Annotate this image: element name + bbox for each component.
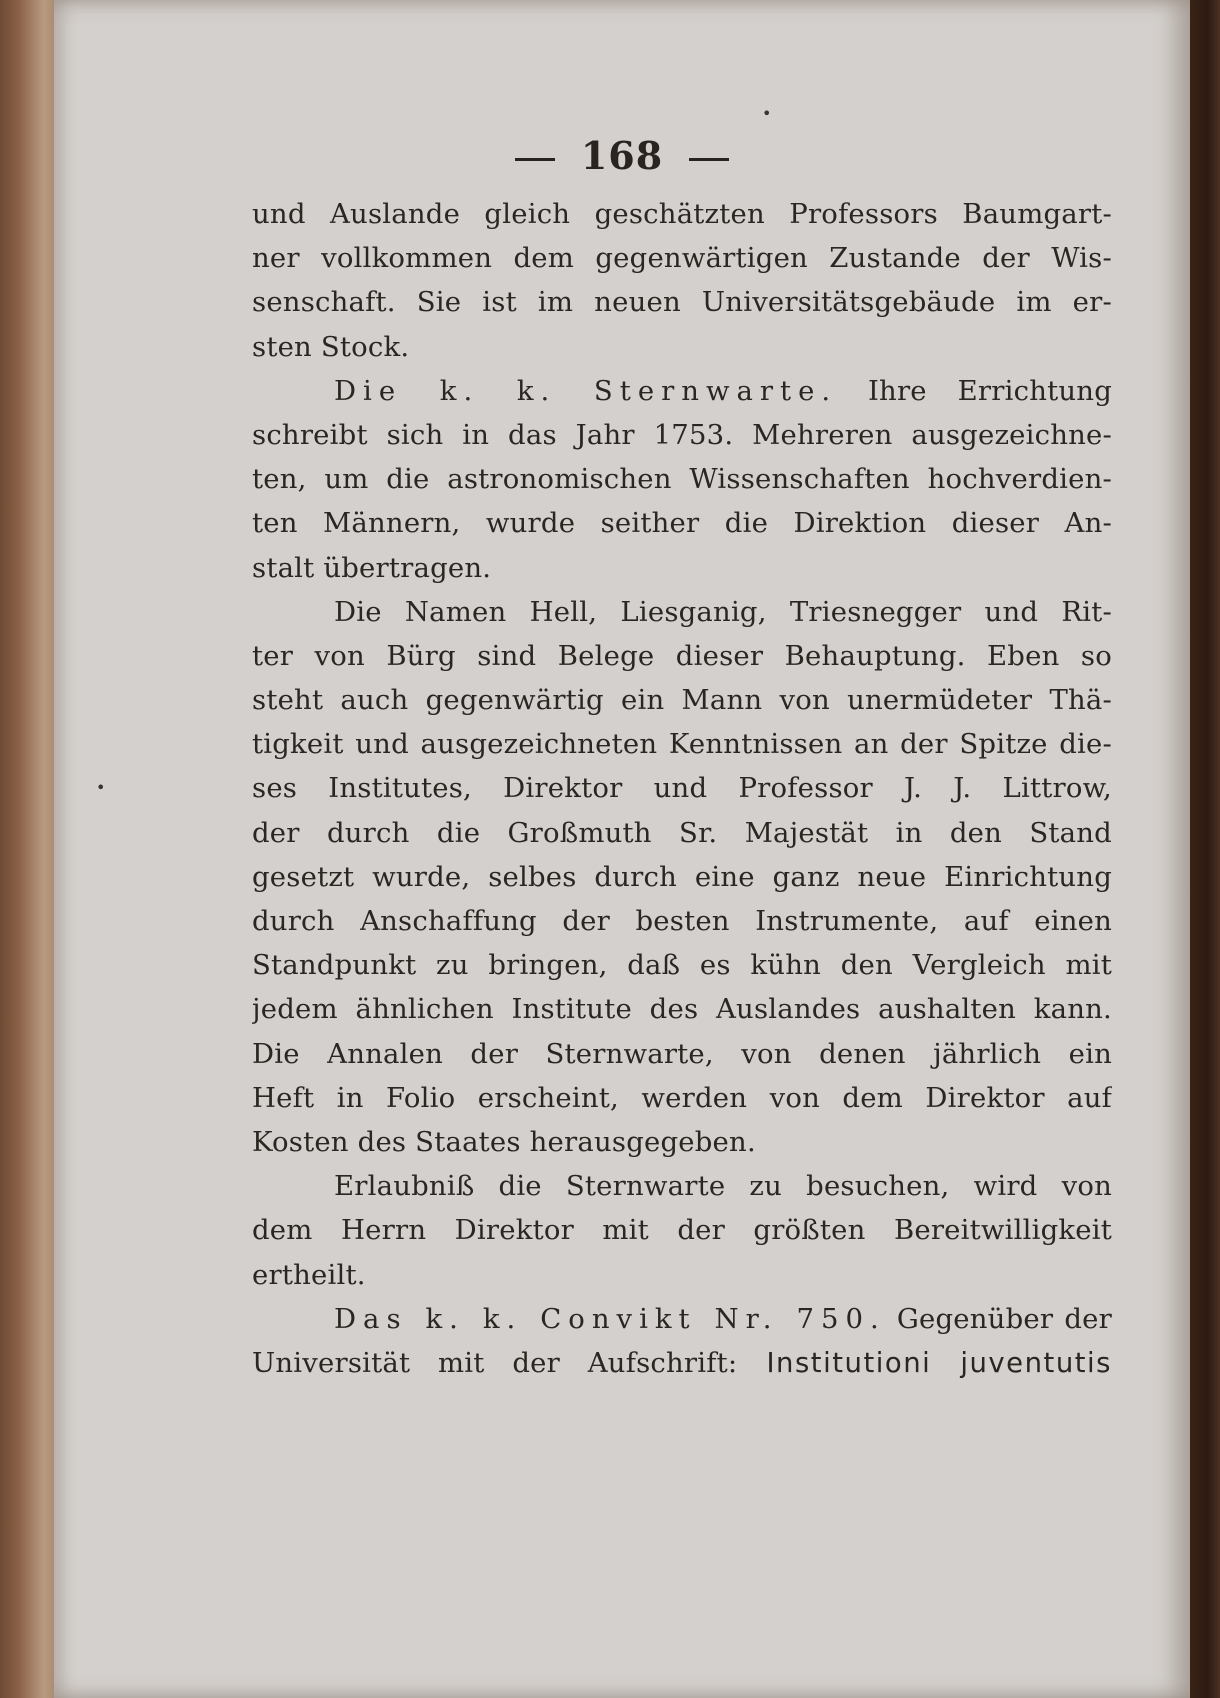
book-edge-right <box>1188 0 1220 1698</box>
text-line: Standpunkt zu bringen, daß es kühn den Vergleich mit <box>252 949 1112 982</box>
dash-right <box>689 158 729 161</box>
text-line: Kosten des Staates herausgegeben. <box>252 1125 756 1158</box>
text-line: und Auslande gleich geschätzten Professors Baumgart- <box>252 198 1112 230</box>
text-line: jedem ähnlichen Institute des Auslandes aushalten kann. <box>252 993 1112 1026</box>
ink-speck: • <box>96 778 106 797</box>
text-line: schreibt sich in das Jahr 1753. Mehreren ausgezeichne- <box>252 418 1112 451</box>
latin-inscription: Institutioni juventutis <box>737 1346 1112 1379</box>
text-line: tigkeit und ausgezeichneten Kenntnissen an der Spitze die- <box>252 728 1112 761</box>
text-line: ter von Bürg sind Belege dieser Behauptung. Eben so <box>252 639 1112 672</box>
text-line: Das k. k. Convikt Nr. 750. Gegenüber der <box>334 1302 1112 1335</box>
section-heading-convikt: Das k. k. Convikt Nr. 750. <box>334 1302 886 1335</box>
text-line: Erlaubniß die Sternwarte zu besuchen, wird von <box>334 1170 1112 1203</box>
text-line: ten, um die astronomischen Wissenschaften hochverdien- <box>252 463 1112 496</box>
text-line: Heft in Folio erscheint, werden von dem Direktor auf <box>252 1081 1112 1114</box>
text-line: ses Institutes, Direktor und Professor J. J. Littrow, <box>252 772 1112 805</box>
page-number-header <box>54 133 1190 178</box>
text-line: dem Herrn Direktor mit der größten Bereitwilligkeit <box>252 1214 1112 1247</box>
dash-left <box>515 158 555 161</box>
text-line: Die k. k. Sternwarte. Ihre Errichtung <box>334 374 1112 407</box>
text-line: ner vollkommen dem gegenwärtigen Zustande der Wis- <box>252 242 1112 275</box>
text-line: steht auch gegenwärtig ein Mann von unermüdeter Thä- <box>252 684 1112 717</box>
text-line: durch Anschaffung der besten Instrumente, auf einen <box>252 905 1112 937</box>
text-line: Die Namen Hell, Liesganig, Triesnegger und Rit- <box>334 595 1112 628</box>
body-text <box>252 192 1112 1385</box>
text-line: sten Stock. <box>252 330 410 363</box>
text-line: ertheilt. <box>252 1258 366 1291</box>
page-number: 168 <box>580 133 664 178</box>
text-line: gesetzt wurde, selbes durch eine ganz neue Einrichtung <box>252 860 1112 893</box>
text-line: senschaft. Sie ist im neuen Universitätsgebäude im er- <box>252 286 1112 319</box>
book-edge-left <box>0 0 62 1698</box>
ink-speck: • <box>762 104 772 123</box>
text-line: ten Männern, wurde seither die Direktion dieser An- <box>252 507 1112 540</box>
section-heading-sternwarte: Die k. k. Sternwarte. <box>334 374 838 407</box>
text-line: Die Annalen der Sternwarte, von denen jährlich ein <box>252 1037 1112 1070</box>
text-line: Universität mit der Aufschrift: Institutioni juventutis <box>252 1346 1112 1379</box>
text-line: stalt übertragen. <box>252 551 492 584</box>
text-line: der durch die Großmuth Sr. Majestät in den Stand <box>252 816 1112 849</box>
